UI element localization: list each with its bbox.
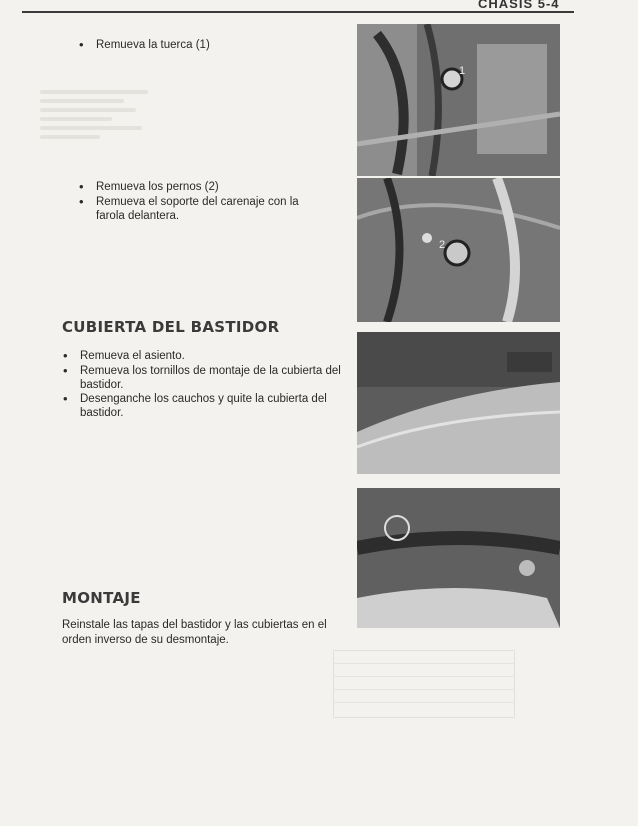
step-remove-nut — [79, 37, 210, 52]
frame-step-3 — [63, 391, 330, 420]
bullet-dot: • — [63, 391, 68, 406]
photo-frame-cover — [357, 332, 560, 474]
frame-step-1 — [63, 348, 185, 363]
step-text: Remueva la tuerca (1) — [96, 39, 210, 51]
bullet-dot: • — [63, 363, 68, 378]
photo-bolts-graphic — [357, 178, 560, 322]
photo-callout-2: 2 — [439, 239, 446, 251]
bullet-dot: • — [79, 179, 84, 194]
header-rule — [22, 11, 574, 13]
page-header-title: CHASIS 5-4 — [478, 0, 560, 11]
section-title-assembly: MONTAJE — [62, 589, 141, 607]
photo-frame-cover-graphic — [357, 332, 560, 474]
photo-frame-cover-removed — [357, 488, 560, 628]
bullet-dot: • — [79, 194, 84, 209]
step-text: Desenganche los cauchos y quite la cubierta del bastidor. — [80, 393, 327, 419]
photo-callout-1: 1 — [459, 65, 466, 77]
step-text: Remueva el soporte del carenaje con la farola delantera. — [96, 196, 299, 222]
photo-frame-cover-removed-graphic — [357, 488, 560, 628]
frame-step-2 — [63, 363, 348, 392]
step-remove-bracket — [79, 194, 326, 223]
step-remove-bolts — [79, 179, 219, 194]
section-title-frame-cover: CUBIERTA DEL BASTIDOR — [62, 318, 280, 336]
photo-nut-graphic — [357, 24, 560, 176]
bullet-dot: • — [63, 348, 68, 363]
step-text: Remueva los tornillos de montaje de la cubierta del bastidor. — [80, 365, 341, 391]
step-text: Remueva los pernos (2) — [96, 181, 219, 193]
photo-nut-location — [357, 24, 560, 176]
faint-background-diagram — [40, 85, 160, 165]
assembly-text: Reinstale las tapas del bastidor y las cubiertas en el orden inverso de su desmontaje. — [62, 619, 327, 646]
photo-bolts-location — [357, 178, 560, 322]
step-text: Remueva el asiento. — [80, 350, 185, 362]
bullet-dot: • — [79, 37, 84, 52]
faint-background-table — [333, 650, 515, 718]
